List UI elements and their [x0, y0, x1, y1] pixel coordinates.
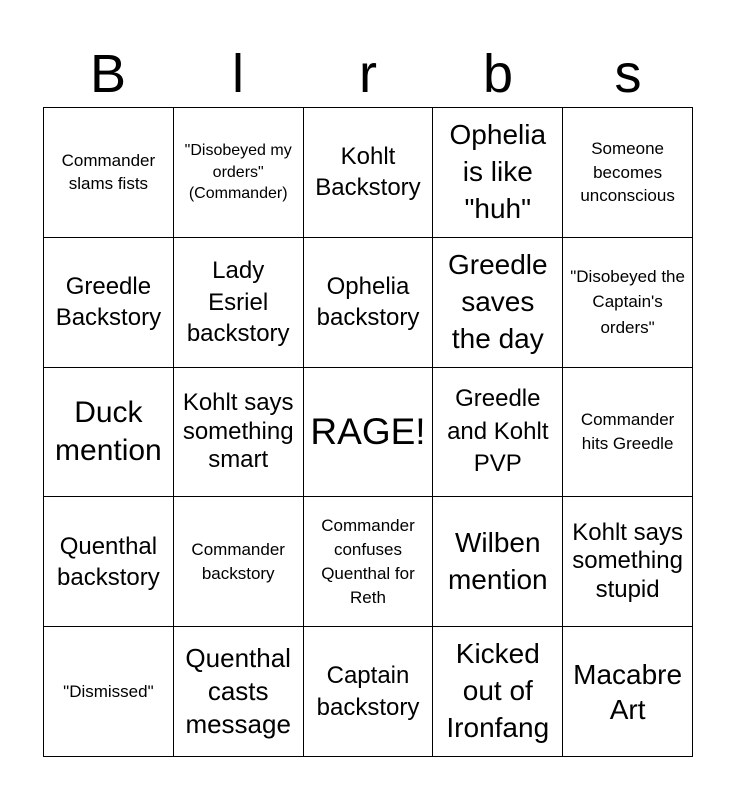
cell-label: "Disobeyed my orders" (Commander) [184, 142, 292, 203]
cell-label: Commander slams fists [61, 150, 156, 194]
bingo-cell[interactable] [44, 238, 174, 368]
bingo-cell[interactable] [433, 627, 563, 757]
cell-label: Kohlt Backstory [315, 143, 421, 202]
bingo-cell[interactable] [433, 368, 563, 498]
cell-label: "Disobeyed the Captain's orders" [570, 266, 685, 337]
cell-label: Commander hits Greedle [580, 410, 675, 453]
bingo-cell[interactable] [174, 368, 304, 498]
bingo-cell[interactable] [174, 238, 304, 368]
cell-label: Greedle Backstory [55, 273, 162, 332]
bingo-cell[interactable] [563, 108, 693, 238]
cell-label: Kicked out of Ironfang [446, 638, 550, 744]
header-letter-5: s [614, 44, 642, 104]
header-letter-4: b [482, 44, 514, 104]
cell-label: Greedle and Kohlt PVP [447, 385, 549, 478]
bingo-cell[interactable] [44, 497, 174, 627]
bingo-cell[interactable] [304, 368, 434, 498]
bingo-cell[interactable] [44, 627, 174, 757]
bingo-cell[interactable] [304, 627, 434, 757]
cell-label: Duck mention [55, 395, 162, 467]
cell-label: Kohlt says something smart [182, 388, 294, 474]
bingo-cell[interactable] [433, 497, 563, 627]
header-letter-1: B [89, 44, 127, 104]
cell-label: "Dismissed" [63, 681, 154, 701]
cell-label: Someone becomes unconscious [580, 138, 675, 206]
cell-label: Commander confuses Quenthal for Reth [321, 516, 415, 607]
cell-label: Macabre Art [573, 658, 683, 725]
bingo-header [43, 40, 693, 108]
bingo-cell[interactable] [174, 108, 304, 238]
bingo-cell[interactable] [433, 108, 563, 238]
bingo-cell[interactable] [433, 238, 563, 368]
cell-label: Wilben mention [447, 526, 548, 595]
bingo-cell[interactable] [304, 108, 434, 238]
bingo-cell[interactable] [563, 368, 693, 498]
cell-label: Quenthal casts message [185, 642, 291, 740]
bingo-cell[interactable] [174, 497, 304, 627]
cell-label: Lady Esriel backstory [186, 257, 290, 347]
bingo-cell[interactable] [563, 497, 693, 627]
bingo-cell[interactable] [304, 497, 434, 627]
header-letter-3: r [359, 44, 377, 104]
bingo-cell[interactable] [174, 627, 304, 757]
bingo-cell[interactable] [563, 627, 693, 757]
cell-label: Captain backstory [316, 662, 420, 721]
bingo-cell[interactable] [44, 368, 174, 498]
cell-label: RAGE! [310, 410, 426, 452]
bingo-cell[interactable] [44, 108, 174, 238]
bingo-cell[interactable] [563, 238, 693, 368]
cell-label: Ophelia is like "huh" [449, 118, 547, 224]
header-letter-2: l [232, 44, 244, 104]
cell-label: Kohlt says something stupid [572, 518, 683, 604]
cell-label: Greedle saves the day [447, 248, 548, 354]
cell-label: Ophelia backstory [316, 273, 420, 332]
cell-label: Commander backstory [191, 539, 285, 583]
cell-label: Quenthal backstory [57, 532, 160, 591]
bingo-cell[interactable] [304, 238, 434, 368]
bingo-grid [43, 107, 693, 757]
